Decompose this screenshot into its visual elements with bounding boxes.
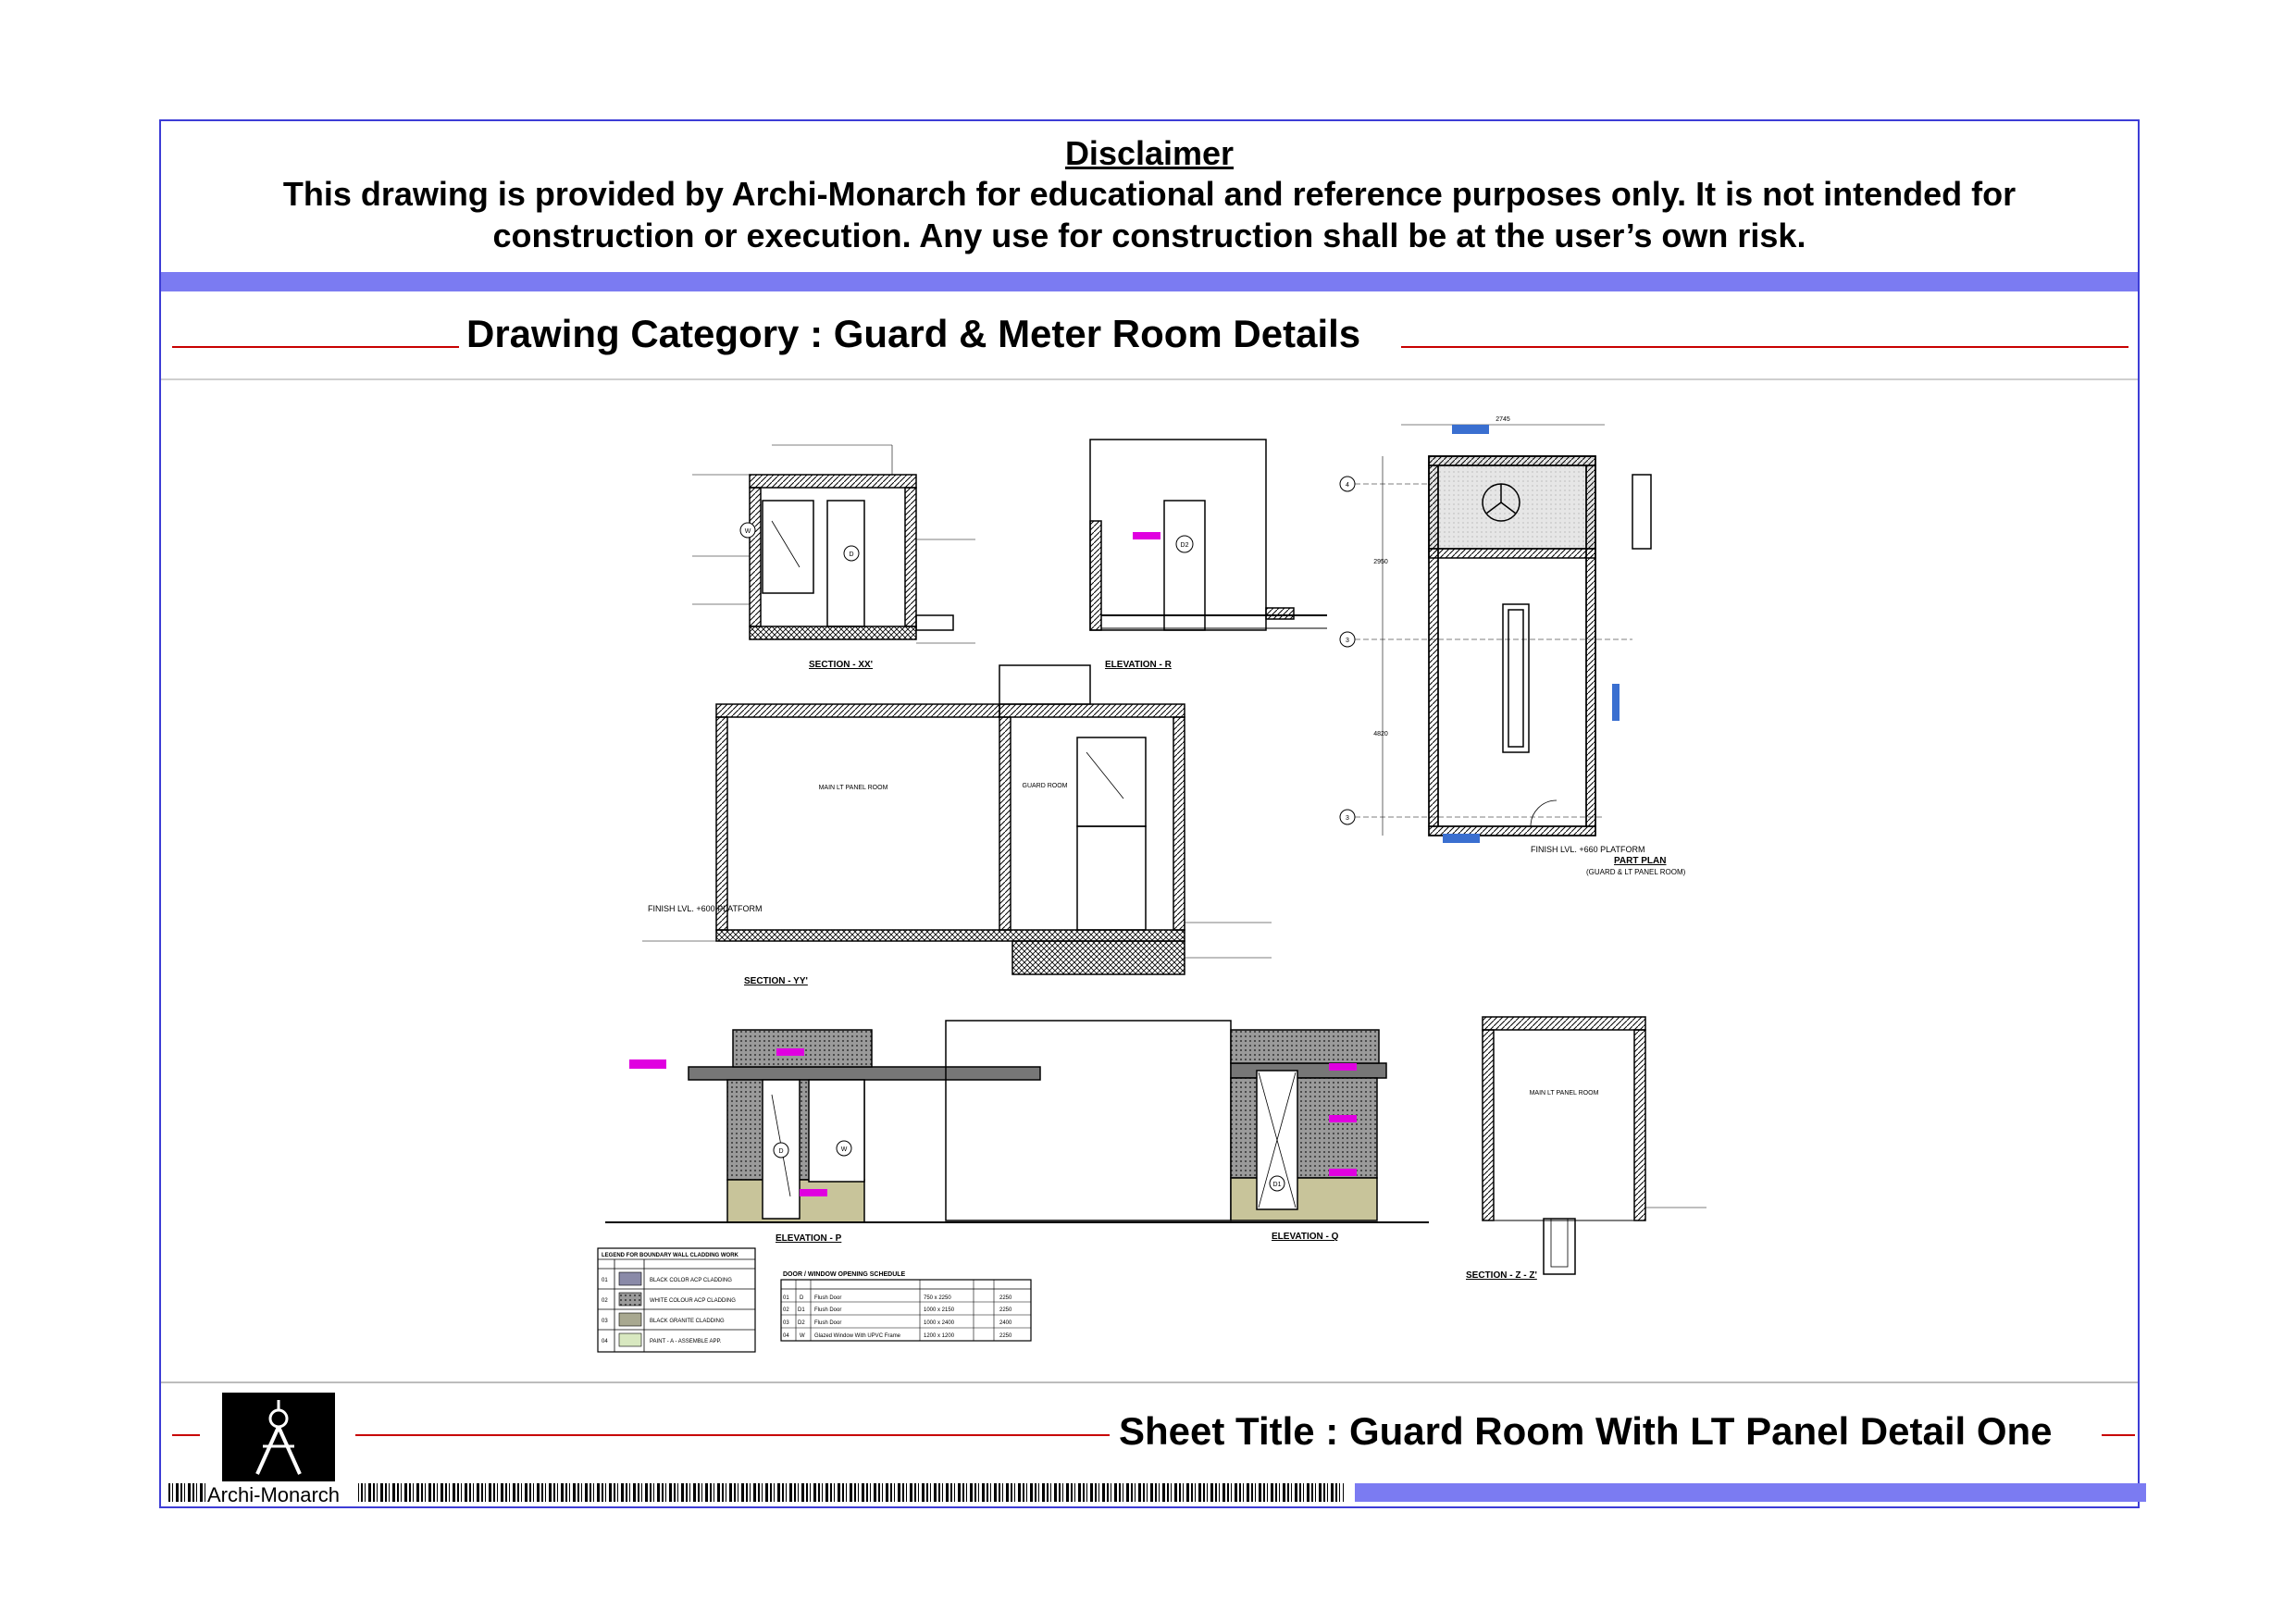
label-section-yy: SECTION - YY' bbox=[744, 976, 808, 986]
disclaimer-block bbox=[161, 121, 2138, 272]
svg-text:Flush Door: Flush Door bbox=[814, 1320, 842, 1326]
svg-text:W: W bbox=[840, 1146, 848, 1153]
svg-text:04: 04 bbox=[783, 1333, 789, 1339]
magenta-tag-r bbox=[1133, 532, 1160, 539]
svg-text:D1: D1 bbox=[798, 1307, 805, 1313]
svg-text:02: 02 bbox=[602, 1298, 608, 1304]
svg-text:WHITE COLOUR ACP CLADDING: WHITE COLOUR ACP CLADDING bbox=[650, 1298, 736, 1304]
compass-icon bbox=[222, 1393, 335, 1481]
svg-text:D: D bbox=[800, 1295, 804, 1301]
magenta-tag-p2 bbox=[776, 1048, 804, 1056]
label-section-zz: SECTION - Z - Z' bbox=[1466, 1270, 1537, 1281]
svg-text:W: W bbox=[744, 528, 751, 535]
svg-text:D2: D2 bbox=[798, 1320, 805, 1326]
logo-text: Archi-Monarch bbox=[207, 1483, 341, 1506]
svg-text:D: D bbox=[778, 1148, 784, 1155]
svg-text:BLACK GRANITE CLADDING: BLACK GRANITE CLADDING bbox=[650, 1319, 725, 1324]
label-elevation-p: ELEVATION - P bbox=[776, 1233, 842, 1244]
svg-text:03: 03 bbox=[783, 1320, 789, 1326]
disclaimer-title: Disclaimer bbox=[1064, 134, 1235, 172]
label-guard-room: GUARD ROOM bbox=[1022, 783, 1068, 789]
svg-text:LEGEND FOR BOUNDARY WALL CLADD: LEGEND FOR BOUNDARY WALL CLADDING WORK bbox=[602, 1253, 738, 1258]
svg-text:03: 03 bbox=[602, 1319, 608, 1324]
disclaimer-line-1: This drawing is provided by Archi-Monarch for educational and reference purposes only. It is not intended for bbox=[282, 175, 2017, 213]
svg-text:2400: 2400 bbox=[999, 1320, 1012, 1326]
drawing-area bbox=[161, 382, 2138, 1502]
label-main-lt-panel-room: MAIN LT PANEL ROOM bbox=[818, 785, 888, 791]
svg-text:3: 3 bbox=[1346, 638, 1349, 644]
dim-2950: 2950 bbox=[1373, 559, 1388, 565]
svg-text:01: 01 bbox=[602, 1278, 608, 1283]
label-finish-lvl-left: FINISH LVL. +600 PLATFORM bbox=[648, 904, 763, 913]
svg-text:Flush Door: Flush Door bbox=[814, 1295, 842, 1301]
grid-bubbles bbox=[1340, 477, 1355, 824]
magenta-tag-p3 bbox=[800, 1189, 827, 1196]
svg-text:02: 02 bbox=[783, 1307, 789, 1313]
svg-text:2250: 2250 bbox=[999, 1307, 1012, 1313]
footer bbox=[161, 1381, 2138, 1508]
section-xx bbox=[692, 445, 975, 643]
label-main-lt-panel-room-zz: MAIN LT PANEL ROOM bbox=[1529, 1090, 1599, 1096]
svg-text:Glazed Window With UPVC Frame: Glazed Window With UPVC Frame bbox=[814, 1333, 901, 1339]
magenta-tag-p1 bbox=[629, 1059, 666, 1069]
svg-text:1200 x 1200: 1200 x 1200 bbox=[924, 1333, 955, 1339]
magenta-tag-q1 bbox=[1329, 1063, 1357, 1071]
label-elevation-r: ELEVATION - R bbox=[1105, 660, 1172, 670]
part-plan bbox=[1355, 425, 1651, 836]
dim-4820: 4820 bbox=[1373, 731, 1388, 737]
disclaimer-line-2: construction or execution. Any use for construction shall be at the user’s own risk. bbox=[492, 217, 1806, 254]
svg-text:01: 01 bbox=[783, 1295, 789, 1301]
svg-text:2250: 2250 bbox=[999, 1333, 1012, 1339]
blue-tag-plan-top bbox=[1452, 425, 1489, 434]
svg-text:2250: 2250 bbox=[999, 1295, 1012, 1301]
footer-blue-band bbox=[1355, 1483, 2146, 1502]
header-blue-band bbox=[161, 272, 2138, 291]
sheet-title: Sheet Title : Guard Room With LT Panel Detail One bbox=[1119, 1409, 2053, 1453]
magenta-tag-q2 bbox=[1329, 1115, 1357, 1122]
dim-2745: 2745 bbox=[1496, 416, 1510, 423]
archi-monarch-logo bbox=[222, 1393, 335, 1481]
elevation-r bbox=[1090, 440, 1327, 630]
svg-text:D: D bbox=[849, 551, 854, 558]
label-part-plan: PART PLAN bbox=[1614, 856, 1667, 866]
section-yy bbox=[642, 665, 1272, 974]
svg-text:D1: D1 bbox=[1272, 1182, 1282, 1188]
sheet-frame bbox=[159, 119, 2140, 1508]
legend-table bbox=[598, 1248, 755, 1352]
svg-text:04: 04 bbox=[602, 1339, 608, 1344]
label-part-plan-sub: (GUARD & LT PANEL ROOM) bbox=[1586, 868, 1686, 876]
blue-tag-plan-right bbox=[1612, 684, 1620, 721]
svg-text:Flush Door: Flush Door bbox=[814, 1307, 842, 1313]
footer-rule-middle bbox=[355, 1434, 1110, 1436]
footer-rule-right bbox=[2102, 1434, 2135, 1436]
tag-d2-label: D2 bbox=[1180, 542, 1189, 549]
category-rule-left bbox=[172, 346, 459, 348]
svg-text:1000 x 2400: 1000 x 2400 bbox=[924, 1320, 955, 1326]
section-zz bbox=[1483, 1017, 1706, 1274]
label-section-xx: SECTION - XX' bbox=[809, 660, 874, 670]
elevation-p bbox=[605, 1030, 1086, 1222]
disclaimer-text bbox=[217, 173, 2082, 256]
label-finish-lvl: FINISH LVL. +660 PLATFORM bbox=[1531, 845, 1645, 854]
svg-text:W: W bbox=[800, 1333, 805, 1339]
category-row bbox=[161, 291, 2138, 380]
svg-text:BLACK COLOR ACP CLADDING: BLACK COLOR ACP CLADDING bbox=[650, 1278, 732, 1283]
magenta-tag-q3 bbox=[1329, 1169, 1357, 1176]
svg-text:750 x 2250: 750 x 2250 bbox=[924, 1295, 951, 1301]
svg-text:1000 x 2150: 1000 x 2150 bbox=[924, 1307, 955, 1313]
cad-drawing bbox=[161, 382, 2138, 1502]
label-elevation-q: ELEVATION - Q bbox=[1272, 1232, 1339, 1242]
blue-tag-plan-bottom bbox=[1443, 834, 1480, 843]
category-title: Drawing Category : Guard & Meter Room Details bbox=[466, 312, 1361, 355]
footer-rule-left bbox=[172, 1434, 200, 1436]
svg-text:DOOR / WINDOW OPENING SCHEDULE: DOOR / WINDOW OPENING SCHEDULE bbox=[783, 1271, 906, 1278]
svg-text:3: 3 bbox=[1346, 815, 1349, 822]
opening-schedule bbox=[781, 1271, 1031, 1341]
svg-text:PAINT - A - ASSEMBLE APP.: PAINT - A - ASSEMBLE APP. bbox=[650, 1339, 722, 1344]
svg-text:4: 4 bbox=[1346, 482, 1349, 489]
category-rule-right bbox=[1401, 346, 2128, 348]
